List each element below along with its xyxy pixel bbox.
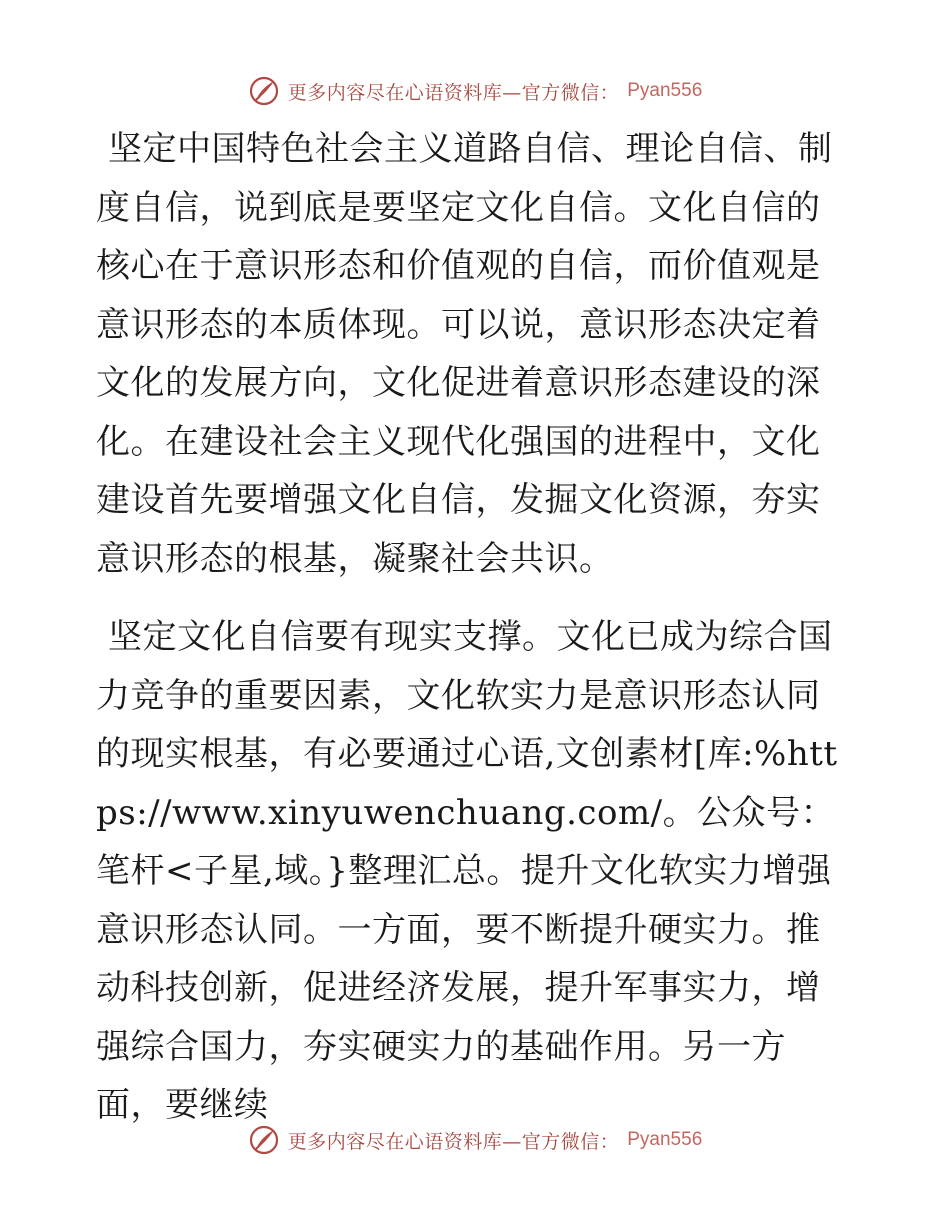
footer-wechat-id: Pyan556 <box>627 1129 703 1150</box>
document-body <box>96 120 848 1135</box>
feather-quill-logo-icon <box>248 75 280 107</box>
header-banner-text: 更多内容尽在心语资料库—官方微信： <box>287 81 620 104</box>
header-wechat-id: Pyan556 <box>627 80 703 101</box>
paragraph-2: 坚定文化自信要有现实支撑。文化已成为综合国力竞争的重要因素，文化软实力是意识形态认同的现实根基，有必要通过心语,文创素材[库:%https://www.xinyuwenchuang.com/。公众号：笔杆<子星,域。}整理汇总。提升文化软实力增强意识形态认同。一方面，要不断提升硬实力。推动科技创新，促进经济发展，提升军事实力，增强综合国力，夯实硬实力的基础作用。另一方面，要继续 <box>96 617 838 1125</box>
feather-quill-logo-icon <box>248 1124 280 1156</box>
footer-banner-text: 更多内容尽在心语资料库—官方微信： <box>287 1130 620 1153</box>
paragraph-1: 坚定中国特色社会主义道路自信、理论自信、制度自信，说到底是要坚定文化自信。文化自信的核心在于意识形态和价值观的自信，而价值观是意识形态的本质体现。可以说，意识形态决定着文化的发展方向，文化促进着意识形态建设的深化。在建设社会主义现代化强国的进程中，文化建设首先要增强文化自信，发掘文化资源，夯实意识形态的根基，凝聚社会共识。 <box>96 129 833 579</box>
footer-banner <box>0 1120 950 1160</box>
header-banner <box>0 71 950 111</box>
